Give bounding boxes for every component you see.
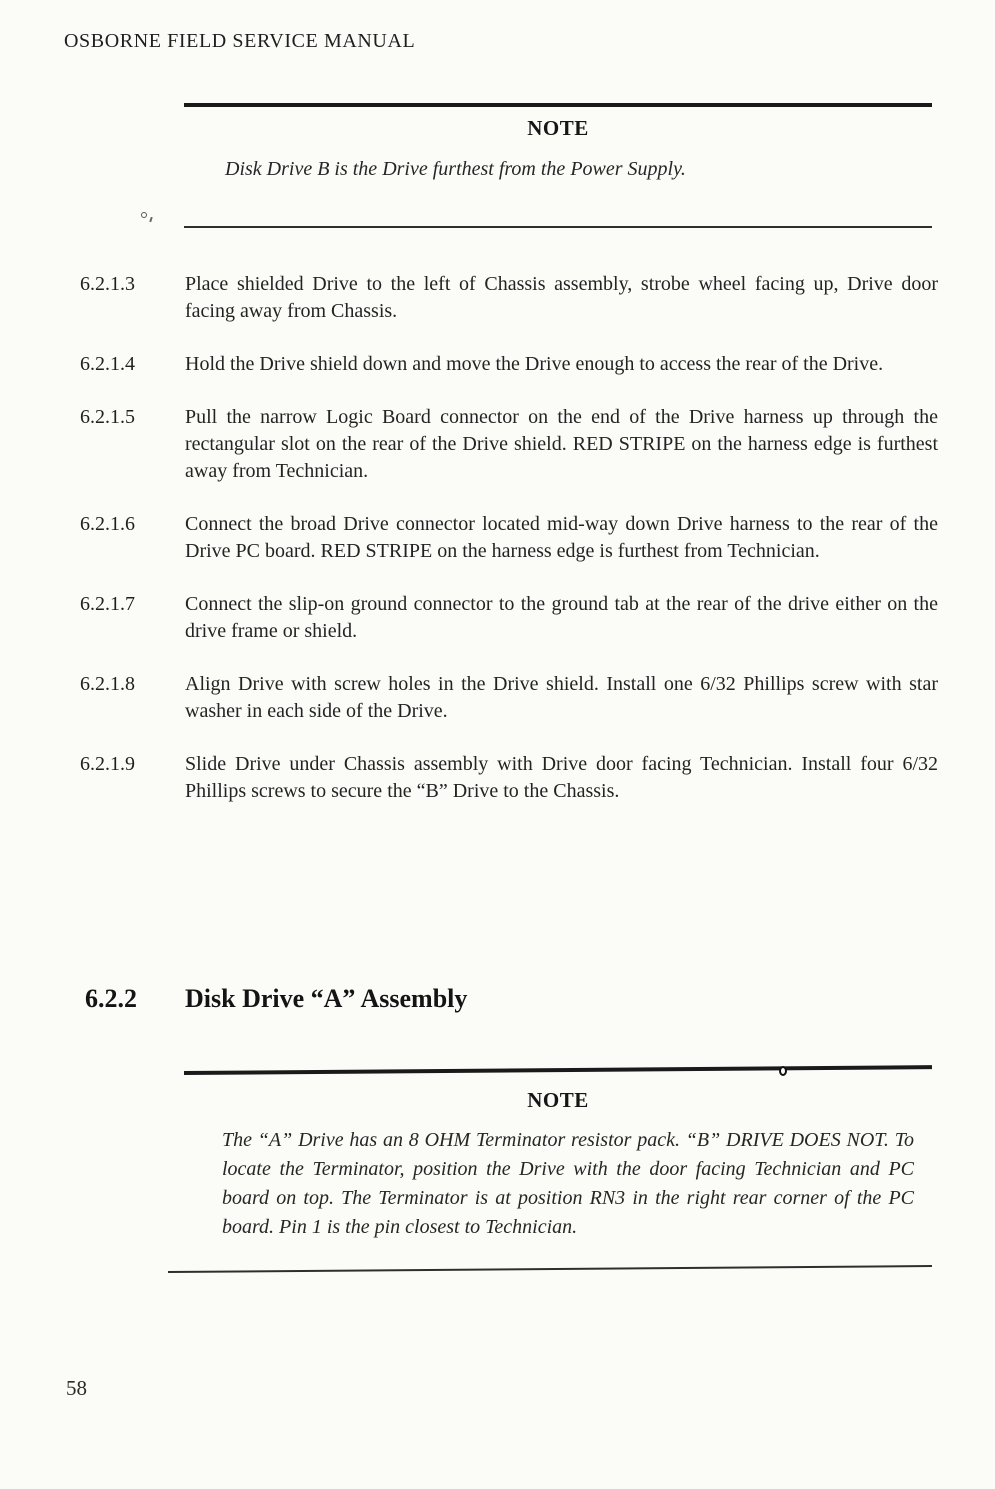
scan-artifact-ring xyxy=(779,1066,787,1076)
note2-bottom-rule xyxy=(168,1265,932,1273)
step-number: 6.2.1.3 xyxy=(80,273,135,295)
step-number: 6.2.1.7 xyxy=(80,593,135,615)
step-item xyxy=(80,511,940,565)
note1-title: NOTE xyxy=(527,116,589,140)
step-number: 6.2.1.6 xyxy=(80,513,135,535)
step-item xyxy=(80,351,940,378)
step-list xyxy=(80,271,940,831)
note2-top-rule xyxy=(184,1065,932,1075)
step-text: Place shielded Drive to the left of Chassis assembly, strobe wheel facing up, Drive door facing away from Chassis. xyxy=(185,273,938,322)
step-text: Align Drive with screw holes in the Drive shield. Install one 6/32 Phillips screw with star washer in each side of the Drive. xyxy=(185,673,938,722)
step-item xyxy=(80,751,940,805)
step-text: Slide Drive under Chassis assembly with Drive door facing Technician. Install four 6/32 Phillips screws to secure the “B” Drive to the Chassis. xyxy=(185,753,938,802)
note1-top-rule xyxy=(184,103,932,107)
step-text: Hold the Drive shield down and move the Drive enough to access the rear of the Drive. xyxy=(185,353,884,375)
step-number: 6.2.1.8 xyxy=(80,673,135,695)
step-text: Connect the slip-on ground connector to the ground tab at the rear of the drive either on the drive frame or shield. xyxy=(185,593,938,642)
section-heading xyxy=(85,984,467,1014)
page-header: OSBORNE FIELD SERVICE MANUAL xyxy=(64,30,416,52)
step-number: 6.2.1.9 xyxy=(80,753,135,775)
section-number: 6.2.2 xyxy=(85,984,137,1013)
section-title: Disk Drive “A” Assembly xyxy=(185,984,468,1013)
step-item xyxy=(80,671,940,725)
step-number: 6.2.1.4 xyxy=(80,353,135,375)
scan-artifact-margin-mark xyxy=(141,212,155,224)
step-item xyxy=(80,591,940,645)
step-number: 6.2.1.5 xyxy=(80,406,135,428)
step-item xyxy=(80,404,940,485)
step-item xyxy=(80,271,940,325)
step-text: Pull the narrow Logic Board connector on the end of the Drive harness up through the rectangular slot on the rear of the Drive shield. RED STRIPE on the harness edge is furthest away from Technician. xyxy=(185,406,938,482)
note1-body: Disk Drive B is the Drive furthest from the Power Supply. xyxy=(225,158,686,180)
note1-bottom-rule xyxy=(184,226,932,228)
note2-body: The “A” Drive has an 8 OHM Terminator resistor pack. “B” DRIVE DOES NOT. To locate the Terminator, position the Drive with the door facing Technician and PC board on top. The Terminator is at position RN3 in the right rear corner of the PC board. Pin 1 is the pin closest to Technician. xyxy=(222,1129,914,1238)
step-text: Connect the broad Drive connector located mid-way down Drive harness to the rear of the Drive PC board. RED STRIPE on the harness edge is furthest from Technician. xyxy=(185,513,938,562)
page-number: 58 xyxy=(66,1376,87,1400)
note2-title: NOTE xyxy=(527,1088,589,1112)
